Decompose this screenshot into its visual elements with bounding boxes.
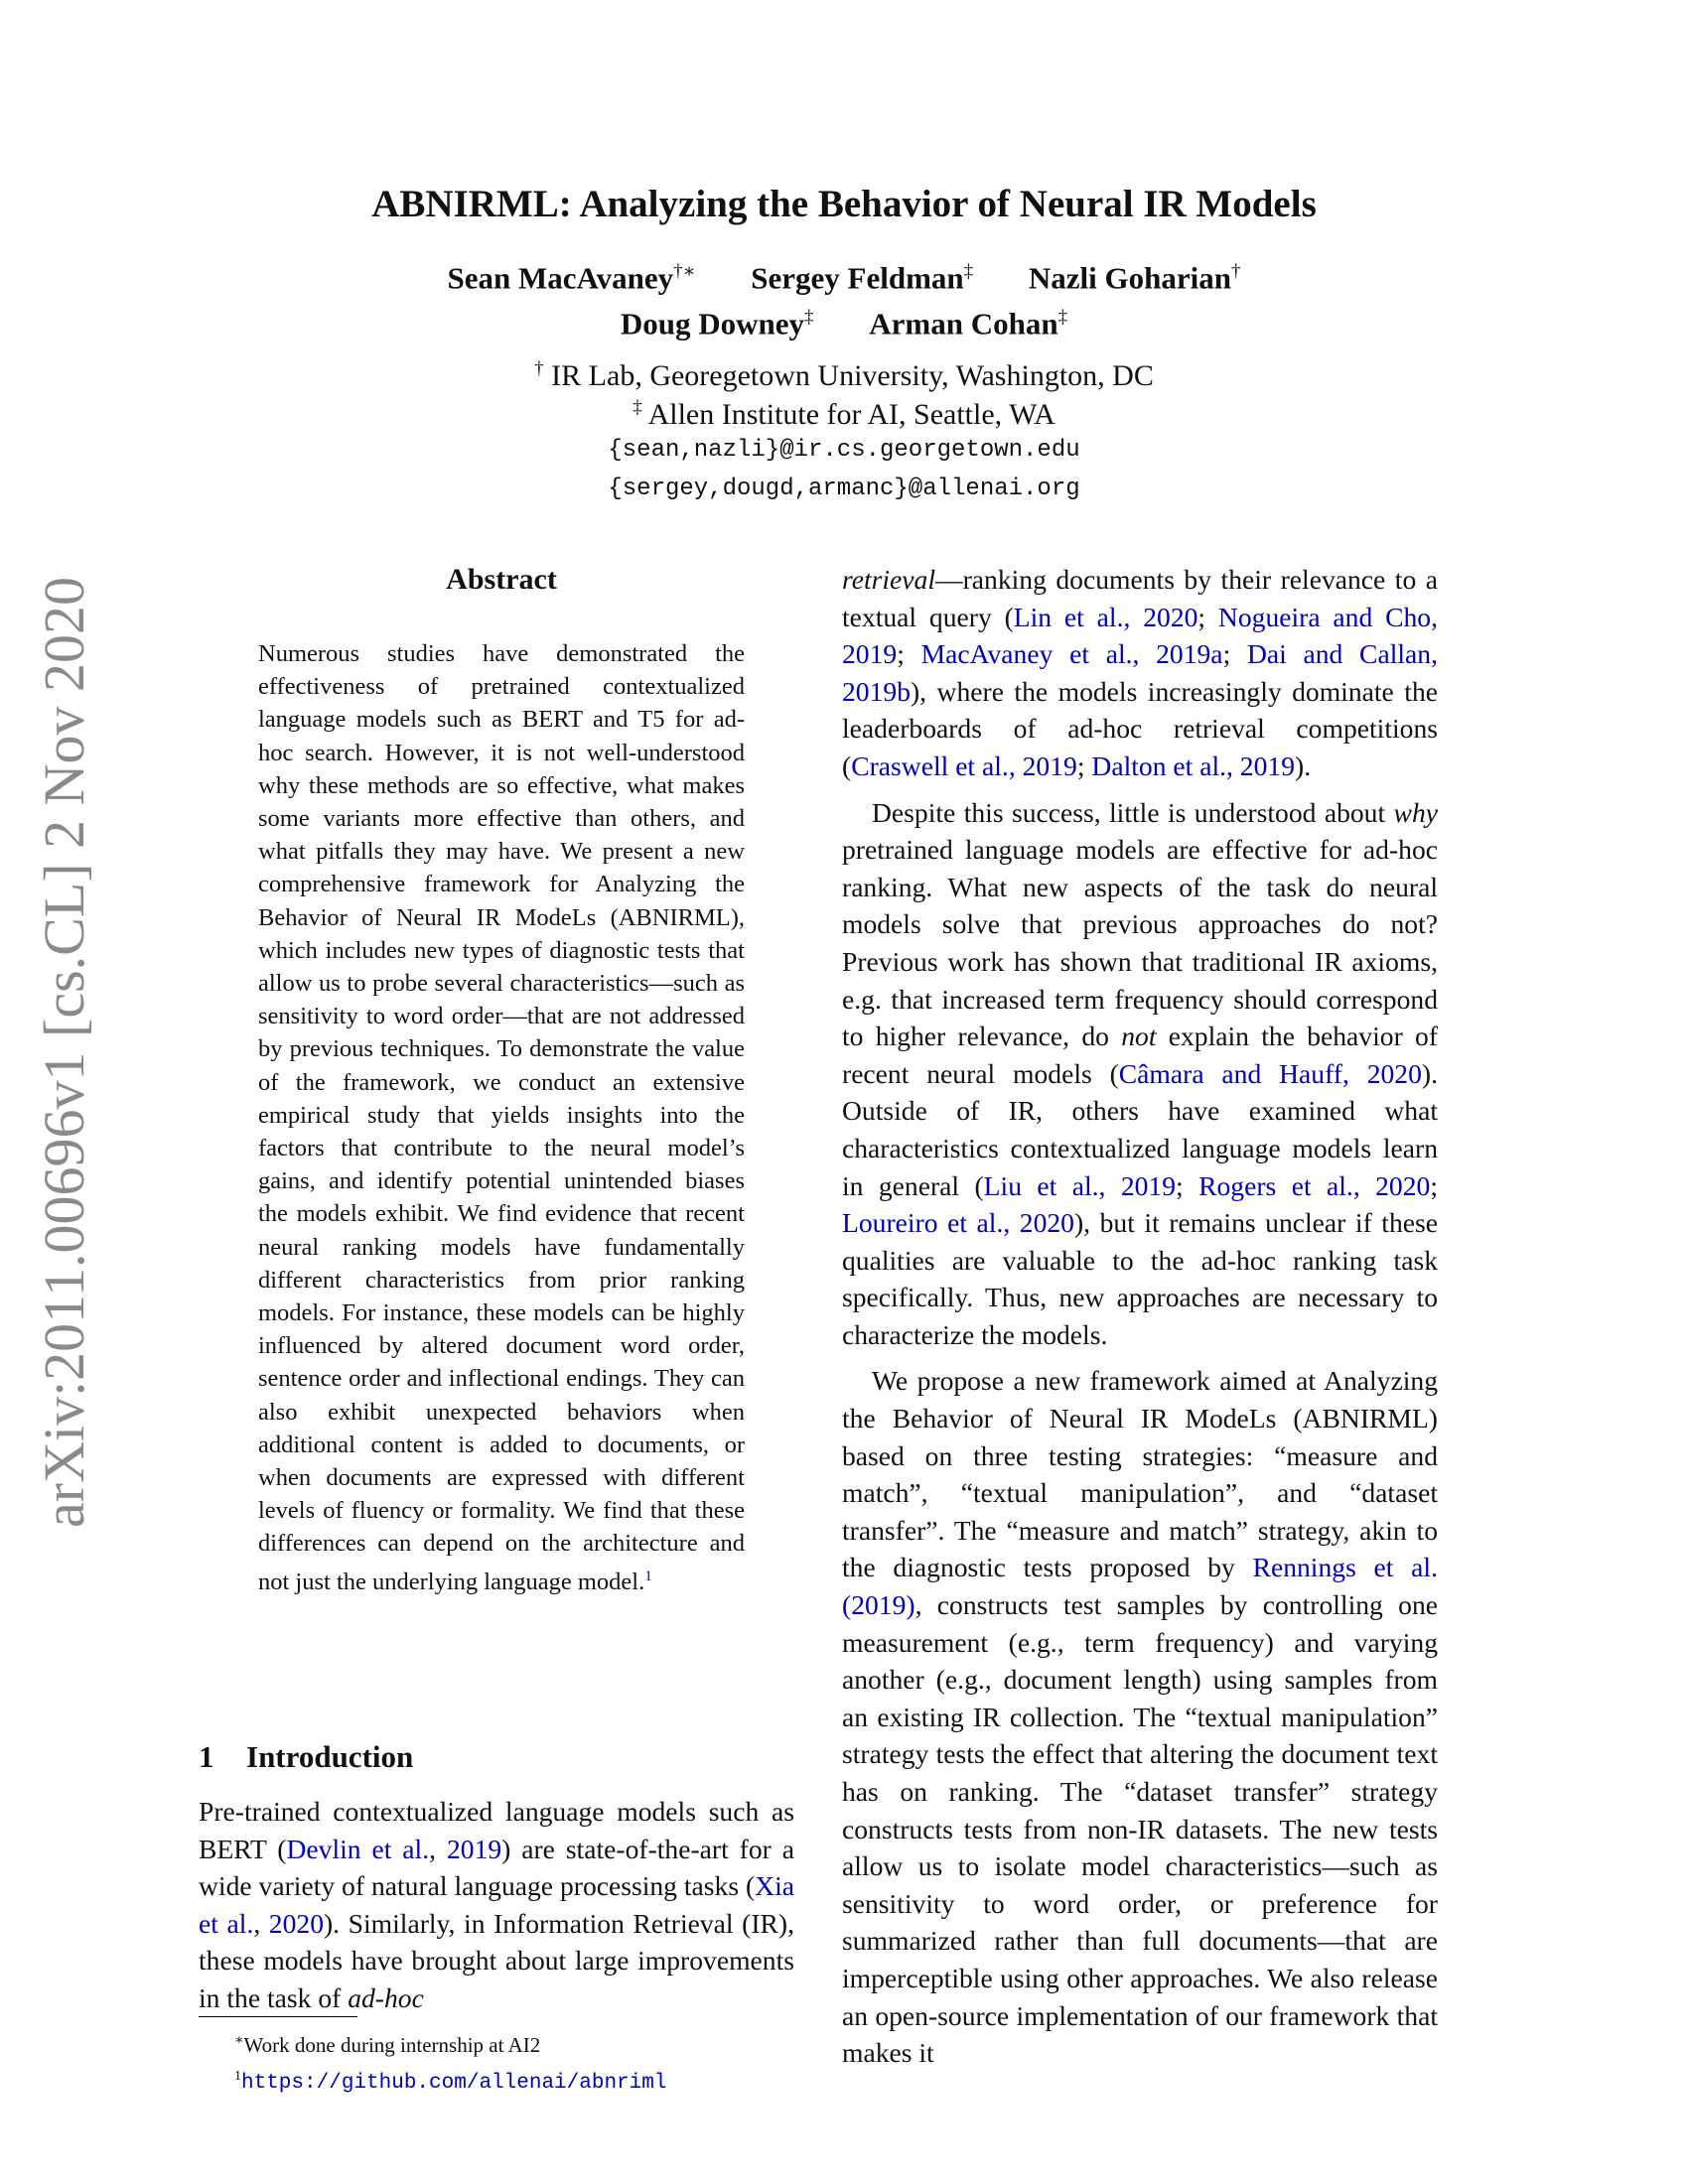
- citation-link[interactable]: Rennings et al. (2019): [842, 1552, 1438, 1621]
- repository-link[interactable]: https://github.com/allenai/abnriml: [241, 2072, 667, 2095]
- footnotes: [199, 2025, 794, 2100]
- arxiv-identifier: arXiv:2011.00696v1 [cs.CL] 2 Nov 2020: [32, 577, 96, 1528]
- citation-link[interactable]: 2019: [446, 1833, 502, 1864]
- author-list: [0, 252, 1688, 344]
- footnote-divider: [199, 2016, 357, 2017]
- footnote: $^1$https://github.com/allenai/abnriml: [234, 2069, 667, 2095]
- affiliation: ‡ Allen Institute for AI, Seattle, WA: [633, 397, 1055, 431]
- citation-link[interactable]: Liu et al., 2019: [983, 1169, 1177, 1201]
- author: Nazli Goharian†: [1028, 260, 1241, 296]
- citation-link[interactable]: Loureiro et al., 2020: [842, 1207, 1074, 1239]
- citation-link[interactable]: Dalton et al., 2019: [1091, 750, 1295, 781]
- citation-link[interactable]: Xia et al.: [199, 1870, 794, 1939]
- email: {sergey,dougd,armanc}@allenai.org: [608, 476, 1080, 502]
- email: {sean,nazli}@ir.cs.georgetown.edu: [608, 437, 1080, 464]
- author: Sergey Feldman‡: [751, 260, 974, 296]
- footnote-ref[interactable]: 1: [644, 1568, 652, 1584]
- citation-link[interactable]: 2020: [268, 1907, 324, 1939]
- citation-link[interactable]: Craswell et al., 2019: [851, 750, 1077, 781]
- citation-link[interactable]: Devlin et al.: [286, 1833, 430, 1864]
- author-row: [0, 298, 1688, 343]
- paragraph: retrieval—ranking documents by their relevance to a textual query (Lin et al., 2020; Nogueira and Cho, 2019; MacAvaney et al., 2019a; Dai and Callan, 2019b), where the models increasingly dominate the leaderboards of ad-hoc retrieval competitions (Craswell et al., 2019; Dalton et al., 2019).: [842, 564, 1438, 781]
- paragraph: Despite this success, little is understood about why pretrained language models are effective for ad-hoc ranking. What new aspects of the task do neural models solve that previous approaches do not? Previous work has shown that traditional IR axioms, e.g. that increased term frequency should correspond to higher relevance, do not explain the behavior of recent neural models (Câmara and Hauff, 2020). Outside of IR, others have examined what characteristics contextualized language models learn in general (Liu et al., 2019; Rogers et al., 2020; Loureiro et al., 2020), but it remains unclear if these qualities are valuable to the ad-hoc ranking task specifically. Thus, new approaches are necessary to characterize the models.: [842, 796, 1439, 1350]
- footnote: ∗Work done during internship at AI2: [234, 2033, 541, 2057]
- citation-link[interactable]: Nogueira and Cho, 2019: [842, 601, 1438, 670]
- author: Sean MacAvaney†∗: [447, 260, 696, 296]
- author: Doug Downey‡: [620, 306, 814, 341]
- abstract-body: Numerous studies have demonstrated the effectiveness of pretrained contextualized language models such as BERT and T5 for ad-hoc search. However, it is not well-understood why these methods are so effective, what makes some variants more effective than others, and what pitfalls they may have. We present a new comprehensive framework for Analyzing the Behavior of Neural IR ModeLs (ABNIRML), which includes new types of diagnostic tests that allow us to probe several characteristics—such as sensitivity to word order—that are not addressed by previous techniques. To demonstrate the value of the framework, we conduct an extensive empirical study that yields insights into the factors that contribute to the neural model’s gains, and identify potential unintended biases the models exhibit. We find evidence that recent neural ranking models have fundamentally different characteristics from prior ranking models. For instance, these models can be highly influenced by altered document word order, sentence order and inflectional endings. They can also exhibit unexpected behaviors when additional content is added to documents, or when documents are expressed with different levels of fluency or formality. We find that these differences can depend on the architecture and not just the underlying language model.$^1$: [258, 640, 745, 1595]
- author-row: [0, 252, 1688, 298]
- paragraph: Pre-trained contextualized language models such as BERT (Devlin et al., 2019) are state-of-the-art for a wide variety of natural language processing tasks (Xia et al., 2020). Similarly, in Information Retrieval (IR), these models have brought about large improvements in the task of ad-hoc: [199, 1796, 795, 2013]
- citation-link[interactable]: Câmara and Hauff, 2020: [1118, 1057, 1422, 1089]
- section-heading: 1 Introduction: [199, 1739, 414, 1774]
- citation-link[interactable]: Lin et al., 2020: [1013, 601, 1198, 632]
- abstract-heading: Abstract: [446, 563, 557, 596]
- affiliation: † IR Lab, Georegetown University, Washington, DC: [534, 358, 1154, 392]
- citation-link[interactable]: MacAvaney et al., 2019a: [920, 638, 1223, 670]
- citation-link[interactable]: Dai and Callan, 2019b: [842, 638, 1438, 707]
- paragraph: We propose a new framework aimed at Analyzing the Behavior of Neural IR ModeLs (ABNIRML) based on three testing strategies: “measure and match”, “textual manipulation”, and “dataset transfer”. The “measure and match” strategy, akin to the diagnostic tests proposed by Rennings et al. (2019), constructs test samples by controlling one measurement (e.g., term frequency) and varying another (e.g., document length) using samples from an existing IR collection. The “textual manipulation” strategy tests the effect that altering the document text has on ranking. The “dataset transfer” strategy constructs tests from non-IR datasets. The new tests allow us to isolate model characteristics—such as sensitivity to word order, or preference for summarized rather than full documents—that are imperceptible using other approaches. We also release an open-source implementation of our framework that makes it: [842, 1365, 1438, 2069]
- intro-paragraph: [199, 1793, 794, 2017]
- citation-link[interactable]: Rogers et al., 2020: [1198, 1169, 1431, 1201]
- right-column: [842, 561, 1438, 2072]
- author: Arman Cohan‡: [869, 306, 1068, 341]
- paper-title: ABNIRML: Analyzing the Behavior of Neural IR Models: [371, 183, 1317, 225]
